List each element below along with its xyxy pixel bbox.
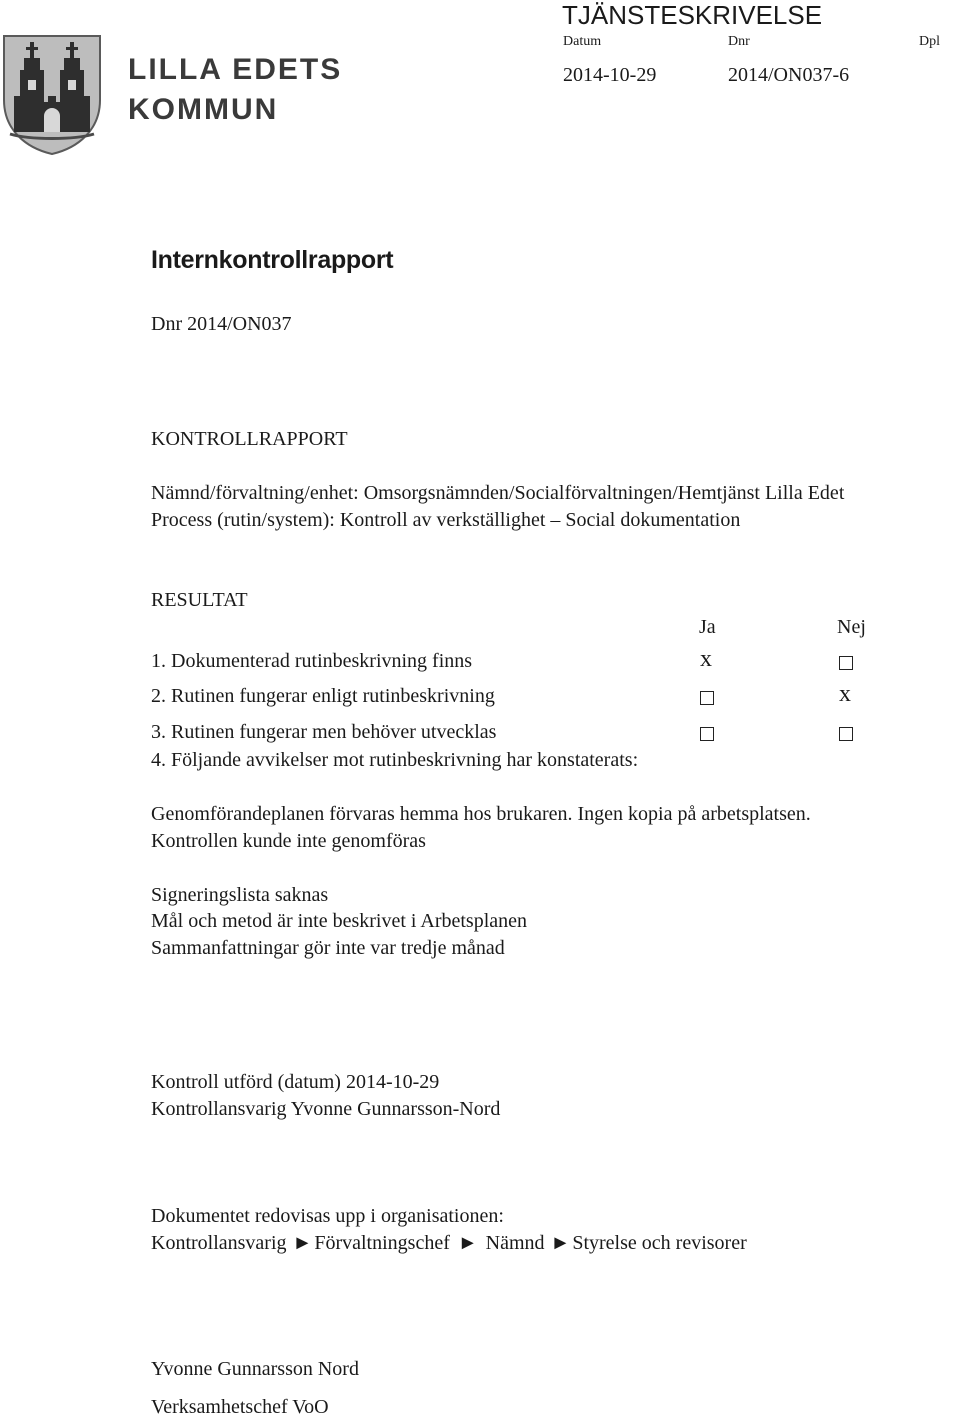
chain-step-1: Kontrollansvarig — [151, 1232, 287, 1254]
reporting-chain — [151, 1232, 747, 1255]
result-row-2-yes — [700, 681, 714, 710]
control-responsible-line: Kontrollansvarig Yvonne Gunnarsson-Nord — [151, 1098, 501, 1120]
page-title: Internkontrollrapport — [151, 246, 394, 274]
deviation-list-item-1: Signeringslista saknas — [151, 884, 329, 906]
result-row-1-no — [839, 646, 853, 675]
logo-line-1: LILLA EDETS — [128, 53, 343, 86]
document-type: TJÄNSTESKRIVELSE — [562, 0, 823, 30]
dnr-line: Dnr 2014/ON037 — [151, 313, 292, 335]
deviation-list-item-3: Sammanfattningar gör inte var tredje månad — [151, 937, 505, 959]
empty-checkbox-icon — [700, 691, 714, 705]
chain-step-4: Styrelse och revisorer — [572, 1232, 747, 1254]
dpl-label: Dpl — [919, 34, 940, 49]
reporting-heading: Dokumentet redovisas upp i organisationen: — [151, 1205, 504, 1227]
empty-checkbox-icon — [839, 656, 853, 670]
signature-name: Yvonne Gunnarsson Nord — [151, 1358, 359, 1380]
logo-line-2: KOMMUN — [128, 93, 279, 126]
column-no-header: Nej — [837, 616, 866, 638]
chain-arrow-icon: ► — [457, 1232, 478, 1254]
x-mark: x — [839, 681, 851, 707]
chain-step-3: Nämnd — [485, 1232, 545, 1254]
deviation-text-1: Genomförandeplanen förvaras hemma hos brukaren. Ingen kopia på arbetsplatsen. — [151, 803, 811, 825]
result-row-1-label: 1. Dokumenterad rutinbeskrivning finns — [151, 650, 473, 672]
chain-arrow-icon: ► — [292, 1232, 313, 1254]
signature-role: Verksamhetschef VoO — [151, 1396, 329, 1418]
chain-arrow-icon: ► — [550, 1232, 571, 1254]
result-heading: RESULTAT — [151, 589, 248, 611]
date-label: Datum — [563, 34, 602, 49]
result-row-3-yes — [700, 717, 714, 746]
date-value: 2014-10-29 — [563, 64, 657, 86]
x-mark: x — [700, 646, 712, 672]
municipal-coat-of-arms-icon — [0, 30, 104, 156]
municipality-logo-text — [128, 50, 342, 130]
section-heading: KONTROLLRAPPORT — [151, 428, 348, 450]
chain-step-2: Förvaltningschef — [314, 1232, 450, 1254]
result-row-1-yes — [700, 646, 712, 673]
deviation-text-2: Kontrollen kunde inte genomföras — [151, 830, 426, 852]
deviation-list-item-2: Mål och metod är inte beskrivet i Arbetsplanen — [151, 910, 528, 932]
dnr-value: 2014/ON037-6 — [728, 64, 850, 86]
control-performed-line: Kontroll utförd (datum) 2014-10-29 — [151, 1071, 440, 1093]
result-row-3-label: 3. Rutinen fungerar men behöver utvecklas — [151, 721, 497, 743]
unit-line: Nämnd/förvaltning/enhet: Omsorgsnämnden/Socialförvaltningen/Hemtjänst Lilla Edet — [151, 482, 845, 504]
process-line: Process (rutin/system): Kontroll av verkställighet – Social dokumentation — [151, 509, 741, 531]
empty-checkbox-icon — [700, 727, 714, 741]
deviations-label: 4. Följande avvikelser mot rutinbeskrivning har konstaterats: — [151, 749, 639, 771]
column-yes-header: Ja — [699, 616, 716, 638]
dnr-label: Dnr — [728, 34, 750, 49]
result-row-3-no — [839, 717, 853, 746]
empty-checkbox-icon — [839, 727, 853, 741]
result-row-2-label: 2. Rutinen fungerar enligt rutinbeskrivning — [151, 685, 495, 707]
result-row-2-no — [839, 681, 851, 708]
